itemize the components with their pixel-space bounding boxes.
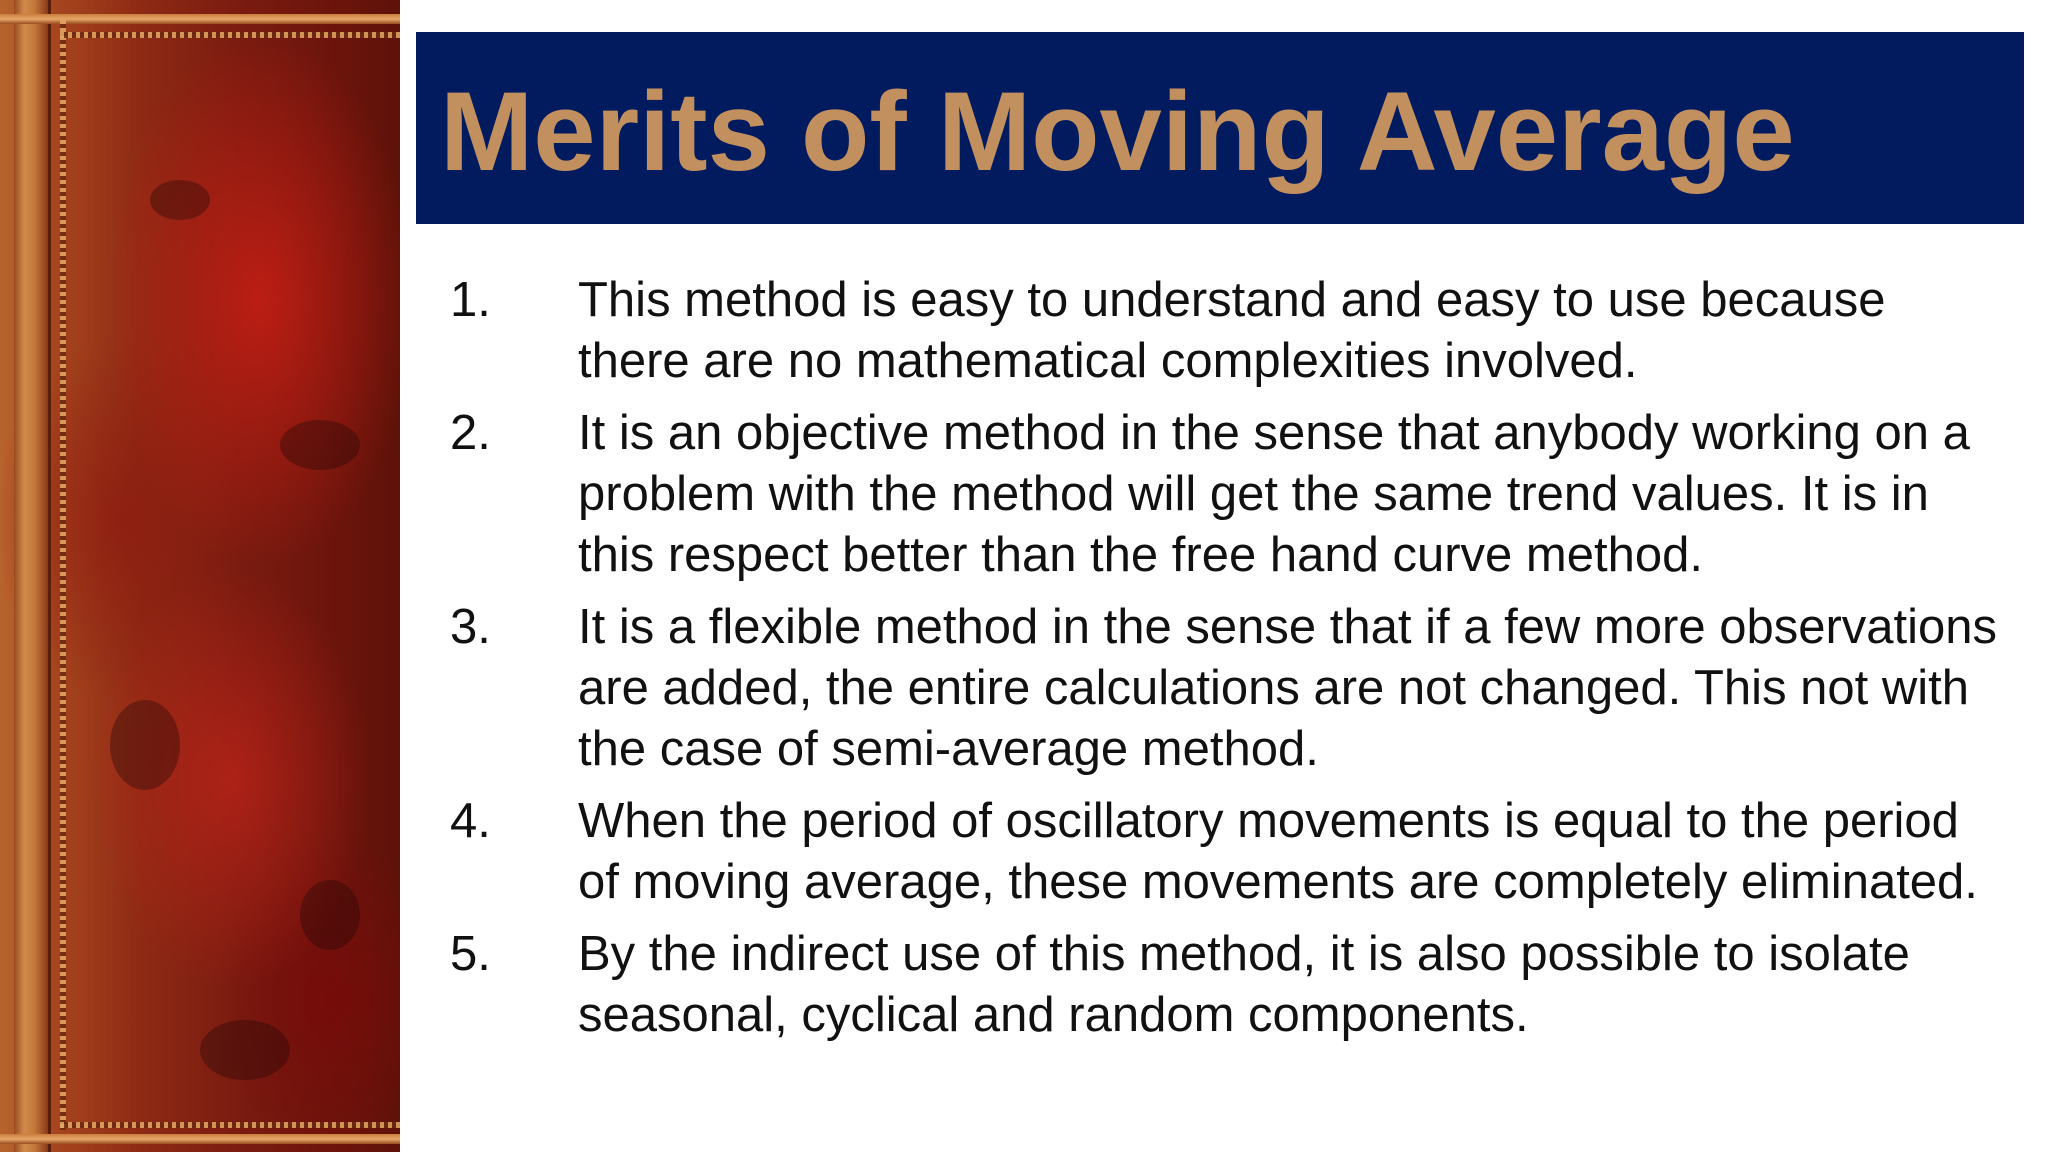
cover-bead-border-top <box>60 32 400 38</box>
merit-item-5 <box>450 924 2010 1046</box>
cover-scuff <box>200 1020 290 1080</box>
cover-scuff <box>110 700 180 790</box>
slide-title: Merits of Moving Average <box>440 69 1795 194</box>
cover-scuff <box>150 180 210 220</box>
merit-item-4 <box>450 791 2010 913</box>
merit-item-1 <box>450 270 2010 392</box>
merit-text: It is an objective method in the sense that anybody working on a problem with the method will get the same trend values. It is in this respect better than the free hand curve method. <box>578 406 1970 582</box>
cover-bead-border-bottom <box>60 1122 400 1128</box>
cover-bead-border <box>60 20 66 1130</box>
leather-cover-image <box>0 0 400 1152</box>
cover-scuff <box>300 880 360 950</box>
cover-scuff <box>280 420 360 470</box>
merit-number: 4. <box>450 794 491 848</box>
cover-spine <box>14 0 51 1152</box>
merit-text: It is a flexible method in the sense that if a few more observations are added, the entire calculations are not changed. This not with the case of semi-average method. <box>578 600 1998 776</box>
merits-list <box>450 270 2010 1057</box>
merit-number: 2. <box>450 406 491 460</box>
merit-item-3 <box>450 597 2010 780</box>
merit-number: 5. <box>450 927 491 981</box>
merit-number: 1. <box>450 273 491 327</box>
merit-text: This method is easy to understand and easy to use because there are no mathematical complexities involved. <box>578 273 1886 388</box>
merit-text: By the indirect use of this method, it is also possible to isolate seasonal, cyclical and random components. <box>578 927 1910 1042</box>
merit-number: 3. <box>450 600 491 654</box>
cover-bottom-rule <box>0 1134 400 1144</box>
merit-item-2 <box>450 403 2010 586</box>
merit-text: When the period of oscillatory movements is equal to the period of moving average, these movements are completely eliminated. <box>578 794 1978 909</box>
